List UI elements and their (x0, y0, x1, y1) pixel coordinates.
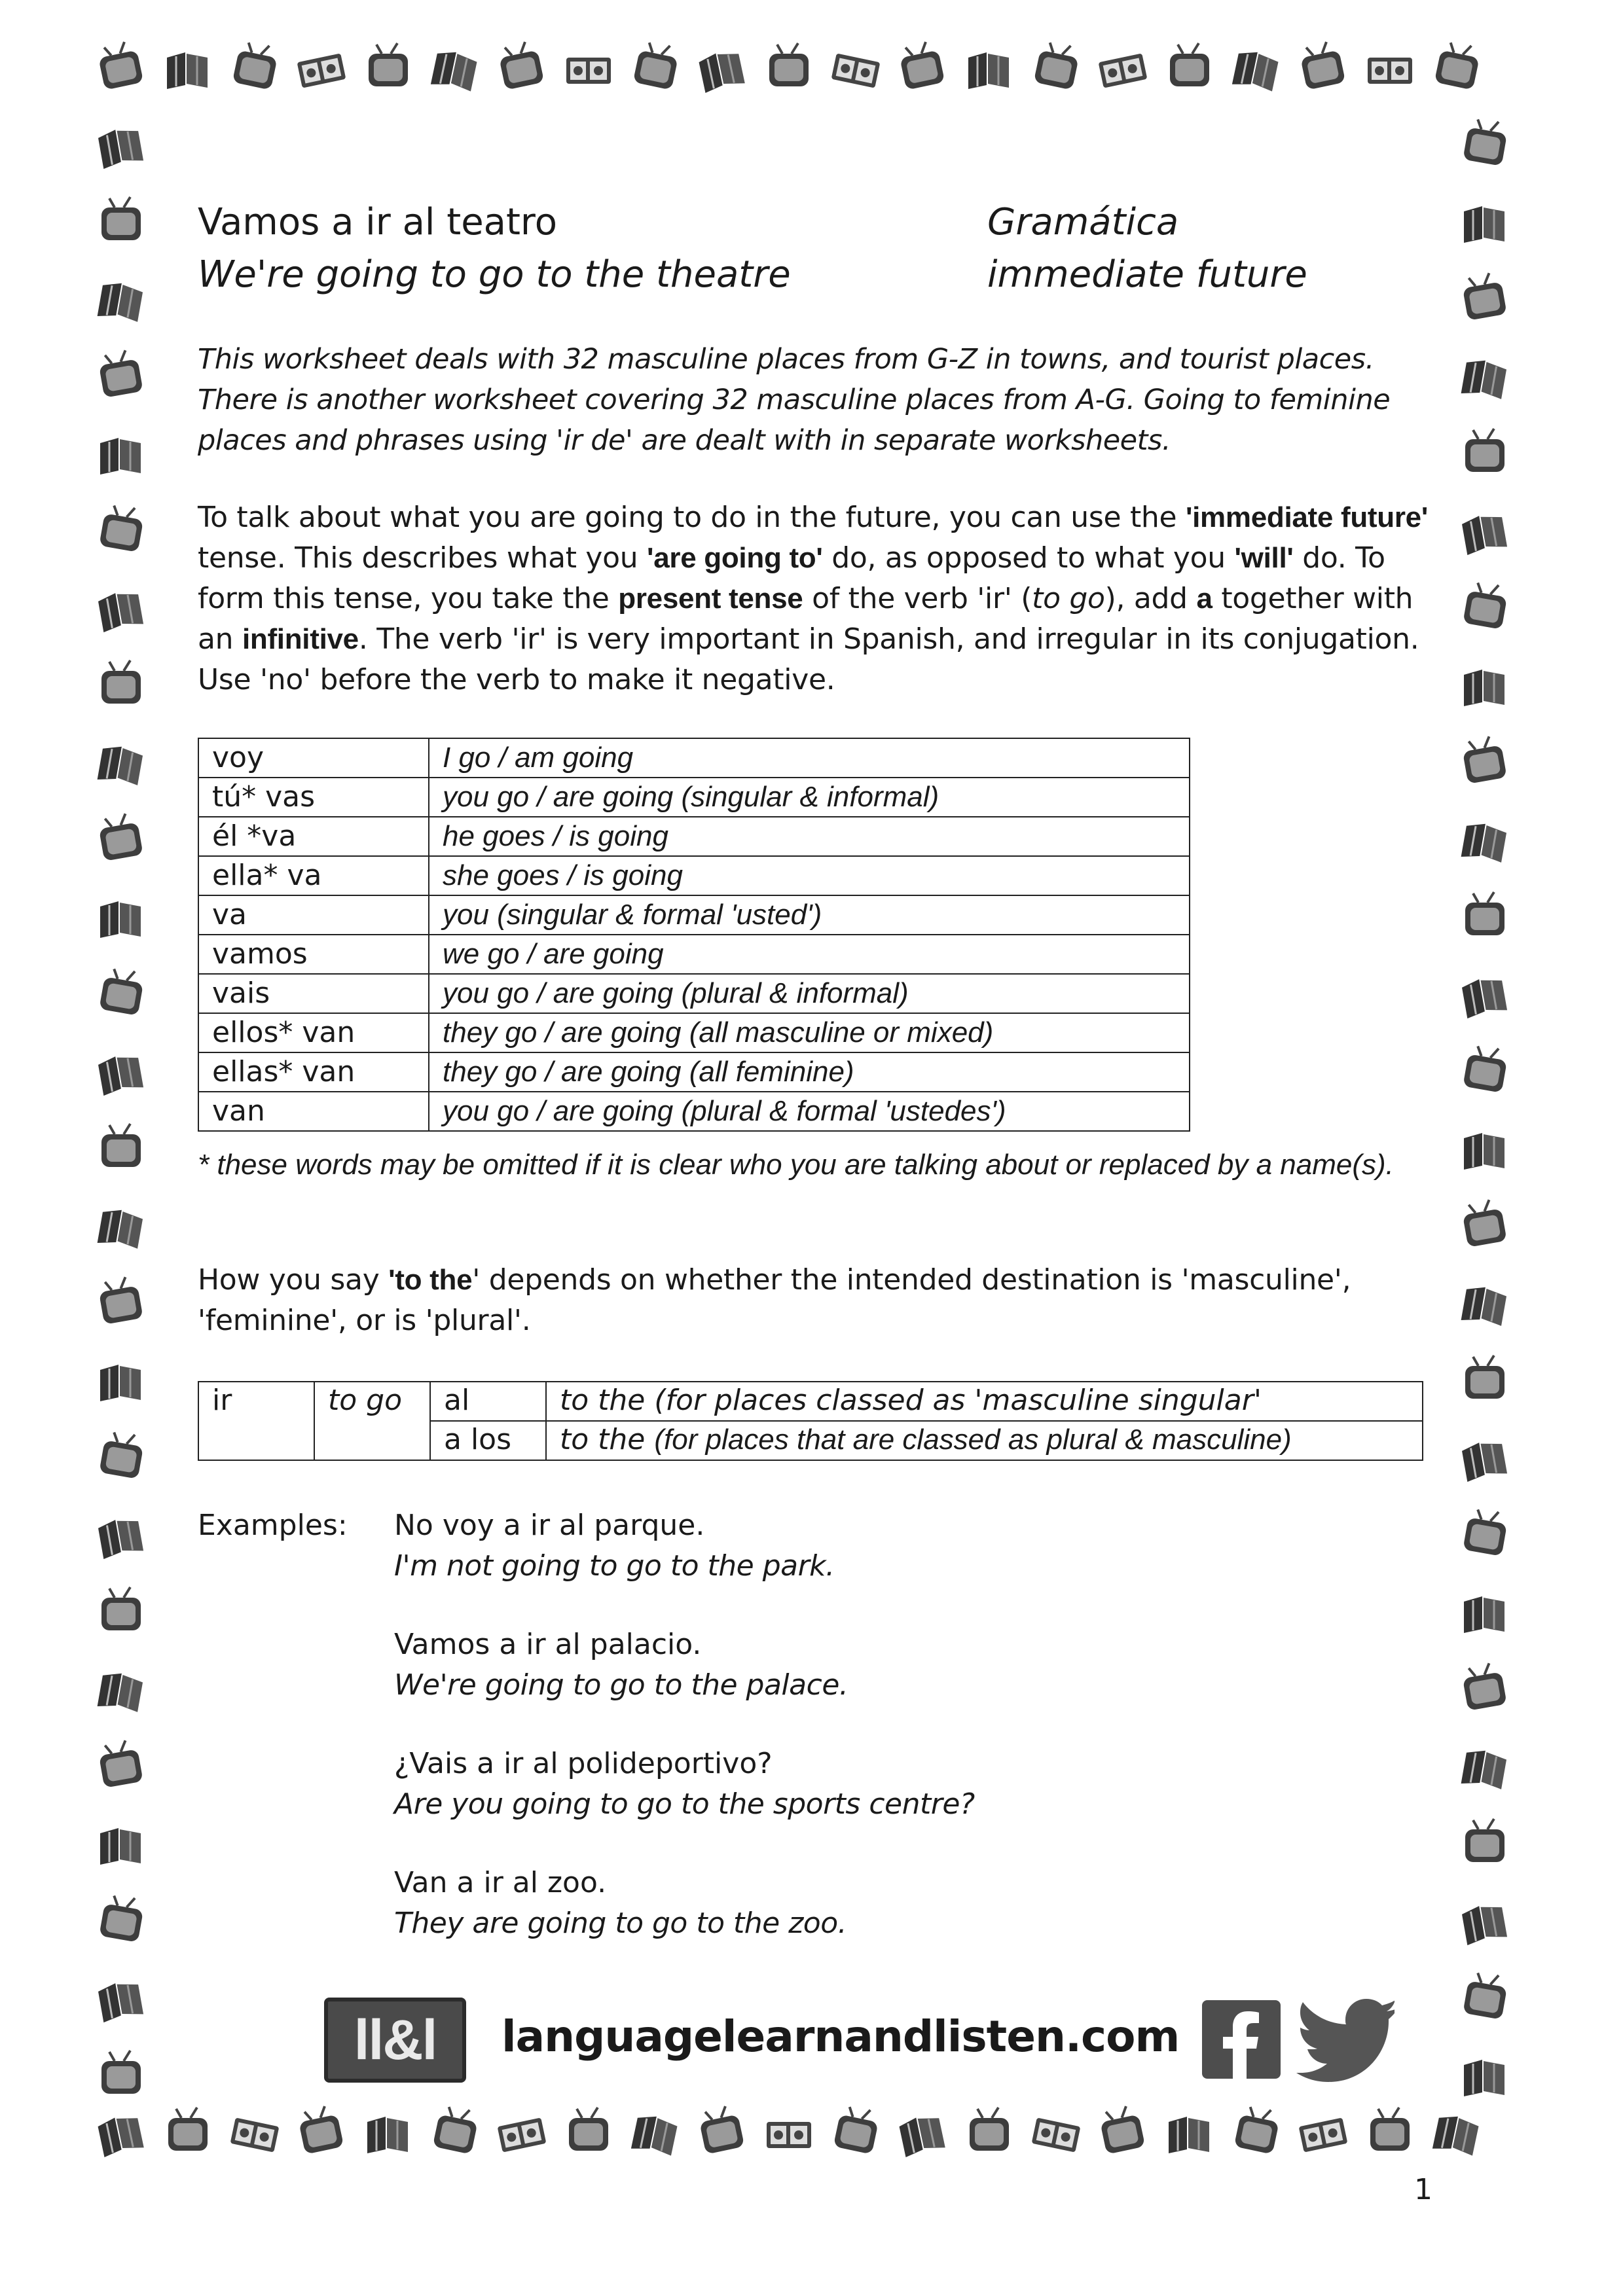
tv-icon (697, 2104, 744, 2155)
flag-icon (97, 2113, 144, 2157)
english-cell: we go / are going (429, 935, 1190, 974)
tv-icon (96, 40, 143, 90)
ticket-icon (297, 53, 346, 88)
tv-icon (1461, 1661, 1507, 1710)
example-item (394, 1744, 975, 1825)
tv-icon (1098, 2104, 1145, 2155)
spanish-cell: ellos* van (198, 1013, 429, 1052)
flag-icon (167, 52, 208, 89)
tv-icon (1461, 1198, 1507, 1247)
table-row (198, 895, 1190, 935)
tv-icon (497, 40, 544, 90)
flag-icon (98, 744, 144, 787)
example-spanish: Van a ir al zoo. (394, 1866, 607, 1899)
english-cell: you go / are going (singular & informal) (429, 778, 1190, 817)
title-block-right (987, 196, 1307, 301)
tv-icon (1463, 1970, 1509, 2019)
tv-icon (1370, 2108, 1410, 2151)
spanish-cell: tú* vas (198, 778, 429, 817)
flag-icon (631, 2113, 678, 2157)
website-link[interactable]: languagelearnandlisten.com (501, 2011, 1180, 2062)
meaning-cell (546, 1382, 1423, 1421)
ticket-icon (230, 2117, 280, 2152)
explanation-text: together with an (198, 582, 1413, 656)
to-the-text: How you say (198, 1263, 389, 1297)
tv-icon (101, 1587, 141, 1630)
example-spanish: ¿Vais a ir al polideportivo? (394, 1747, 773, 1780)
tv-icon (232, 40, 280, 90)
explanation-text: To talk about what you are going to do in the future, you can use the (198, 501, 1186, 534)
tv-icon (1463, 580, 1509, 629)
example-item (394, 1863, 975, 1944)
title-category: Gramática (987, 201, 1179, 243)
explanation-text: . The verb 'ir' is very important in Spanish, and irregular in its conjugation. Use 'no' before the verb to make it negative. (198, 622, 1419, 696)
table-row (198, 856, 1190, 895)
explanation-bold: infinitive (242, 623, 359, 655)
tv-icon (1465, 1355, 1504, 1399)
tv-icon (101, 2051, 141, 2094)
explanation-text: do. To form this tense, you take the (198, 541, 1385, 615)
flag-icon (1461, 357, 1508, 401)
examples-label: Examples: (198, 1509, 348, 1542)
tv-icon (1034, 40, 1081, 90)
tv-icon (297, 2104, 344, 2155)
flag-icon (98, 1052, 144, 1096)
tv-icon (1170, 43, 1209, 86)
tv-icon (769, 43, 809, 86)
english-cell: you go / are going (plural & formal 'ustedes') (429, 1092, 1190, 1131)
flag-icon (100, 901, 141, 938)
ticket-icon (566, 58, 611, 84)
flag-icon (98, 280, 144, 323)
spanish-cell: ellas* van (198, 1052, 429, 1092)
flag-icon (431, 48, 478, 93)
ticket-icon (767, 2122, 811, 2148)
title-english: We're going to go to the theatre (198, 253, 791, 296)
tv-icon (1465, 1819, 1504, 1862)
examples-list (394, 1505, 975, 1982)
meaning-text: (for places that are classed as plural & masculine) (654, 1424, 1292, 1456)
table-row (198, 778, 1190, 817)
spanish-cell: va (198, 895, 429, 935)
english-cell: you (singular & formal 'usted') (429, 895, 1190, 935)
tv-icon (898, 40, 945, 90)
flag-icon (100, 1828, 141, 1865)
table-row (198, 817, 1190, 856)
tv-icon (1463, 1507, 1509, 1556)
ticket-icon (1099, 53, 1148, 88)
english-cell: they go / are going (all feminine) (429, 1052, 1190, 1092)
flag-icon (98, 126, 144, 169)
tv-icon (99, 503, 145, 552)
verb-english-cell: to go (314, 1382, 430, 1460)
flag-icon (1169, 2117, 1209, 2153)
flag-icon (1464, 1596, 1504, 1633)
title-topic: immediate future (987, 253, 1307, 296)
flag-icon (98, 1979, 144, 2022)
example-spanish: No voy a ir al parque. (394, 1509, 705, 1542)
table-row (198, 935, 1190, 974)
explanation-bold: present tense (618, 583, 803, 615)
page-number: 1 (1414, 2173, 1432, 2206)
spanish-cell: vais (198, 974, 429, 1013)
flag-icon (1464, 1133, 1504, 1170)
tv-icon (833, 2104, 881, 2155)
example-english: They are going to go to the zoo. (394, 1907, 847, 1940)
tv-icon (1465, 429, 1504, 472)
meaning-prefix: to the ( (560, 1384, 666, 1417)
flag-icon (98, 1516, 144, 1559)
tv-icon (1463, 1043, 1509, 1092)
flag-icon (1461, 975, 1508, 1018)
tv-icon (369, 43, 408, 86)
flag-icon (98, 589, 144, 632)
tv-icon (1465, 892, 1504, 935)
to-the-bold: 'to the (388, 1264, 473, 1296)
english-cell: he goes / is going (429, 817, 1190, 856)
explanation-bold: a (1196, 583, 1213, 615)
english-cell: I go / am going (429, 738, 1190, 778)
explanation-text: do, as opposed to what you (822, 541, 1235, 575)
explanation-bold: 'immediate future' (1185, 501, 1429, 533)
flag-icon (100, 438, 141, 475)
tv-icon (1461, 734, 1507, 783)
tv-icon (99, 1429, 145, 1479)
explanation-bold: 'will' (1234, 542, 1294, 574)
table-row (198, 738, 1190, 778)
english-cell: you go / are going (plural & informal) (429, 974, 1190, 1013)
flag-icon (1461, 1284, 1508, 1327)
title-spanish: Vamos a ir al teatro (198, 201, 557, 243)
tv-icon (1434, 40, 1482, 90)
tv-icon (97, 1275, 143, 1324)
flag-icon (98, 1670, 144, 1713)
tv-icon (633, 40, 680, 90)
intro-paragraph: This worksheet deals with 32 masculine places from G-Z in towns, and tourist places. There is another worksheet covering 32 masculine places from A-G. Going to feminine places and phrases using 'ir de' are dealt with in separate worksheets. (198, 343, 1391, 457)
example-item (394, 1624, 975, 1706)
flag-icon (98, 1207, 144, 1250)
tv-icon (101, 197, 141, 240)
tv-icon (99, 1893, 145, 1942)
table-row (198, 974, 1190, 1013)
flag-icon (1464, 670, 1504, 706)
to-the-text: ' depends on whether the intended destination is 'masculine', 'feminine', or is 'plural'. (198, 1263, 1351, 1337)
meaning-text: for places classed as 'masculine singular' (665, 1384, 1262, 1417)
form-cell: a los (430, 1421, 546, 1460)
flag-icon (1461, 1439, 1508, 1482)
verb-cell: ir (198, 1382, 314, 1460)
explanation-bold: 'are going to' (647, 542, 823, 574)
flag-icon (968, 52, 1009, 89)
tv-icon (1298, 40, 1345, 90)
conjugation-table (198, 738, 1190, 1132)
ticket-icon (831, 53, 881, 88)
table-row (198, 1052, 1190, 1092)
explanation-text: ), add (1104, 582, 1197, 615)
flag-icon (1232, 48, 1279, 93)
spanish-cell: voy (198, 738, 429, 778)
flag-icon (1461, 821, 1508, 864)
explanation-paragraph (198, 497, 1442, 700)
example-item (394, 1505, 975, 1587)
tv-icon (168, 2108, 208, 2151)
tv-icon (1234, 2104, 1281, 2155)
tv-icon (101, 1124, 141, 1167)
to-the-paragraph (198, 1260, 1442, 1341)
flag-icon (367, 2117, 408, 2153)
ticket-icon (1299, 2117, 1348, 2152)
form-cell: al (430, 1382, 546, 1421)
tv-icon (101, 660, 141, 704)
table-row (198, 1013, 1190, 1052)
flag-icon (898, 2113, 945, 2157)
article-table (198, 1381, 1423, 1461)
example-english: I'm not going to go to the park. (394, 1549, 835, 1583)
title-block-left (198, 196, 791, 301)
tv-icon (1461, 271, 1507, 320)
spanish-cell: van (198, 1092, 429, 1131)
twitter-icon[interactable] (1296, 1998, 1395, 2083)
spanish-cell: él *va (198, 817, 429, 856)
explanation-italic: to go (1032, 582, 1105, 615)
ticket-icon (498, 2117, 547, 2152)
tv-icon (433, 2104, 480, 2155)
tv-icon (99, 966, 145, 1015)
explanation-text: of the verb 'ir' ( (803, 582, 1032, 615)
example-spanish: Vamos a ir al palacio. (394, 1628, 702, 1661)
meaning-cell (546, 1421, 1423, 1460)
table-row (198, 1382, 1423, 1421)
flag-icon (1464, 2060, 1504, 2096)
spanish-cell: vamos (198, 935, 429, 974)
example-english: Are you going to go to the sports centre? (394, 1787, 975, 1821)
explanation-text: tense. This describes what you (198, 541, 647, 575)
ticket-icon (1032, 2117, 1081, 2152)
tv-icon (569, 2108, 608, 2151)
english-cell: they go / are going (all masculine or mixed) (429, 1013, 1190, 1052)
tv-icon (1463, 117, 1509, 166)
tv-icon (97, 812, 143, 861)
english-cell: she goes / is going (429, 856, 1190, 895)
tv-icon (97, 348, 143, 397)
spanish-cell: ella* va (198, 856, 429, 895)
flag-icon (1432, 2113, 1480, 2157)
table-row (198, 1092, 1190, 1131)
brand-logo: ll&l (324, 1998, 466, 2083)
tv-icon (97, 1738, 143, 1787)
flag-icon (698, 48, 745, 93)
ticket-icon (1368, 58, 1412, 84)
flag-icon (1461, 512, 1508, 555)
meaning-prefix: to the (560, 1423, 655, 1456)
example-english: We're going to go to the palace. (394, 1668, 848, 1702)
facebook-icon[interactable] (1202, 2000, 1281, 2079)
footnote: * these words may be omitted if it is clear who you are talking about or replaced by a name(s). (198, 1149, 1394, 1181)
flag-icon (1464, 206, 1504, 243)
flag-icon (1461, 1902, 1508, 1945)
tv-icon (970, 2108, 1009, 2151)
flag-icon (1461, 1748, 1508, 1791)
flag-icon (100, 1365, 141, 1401)
